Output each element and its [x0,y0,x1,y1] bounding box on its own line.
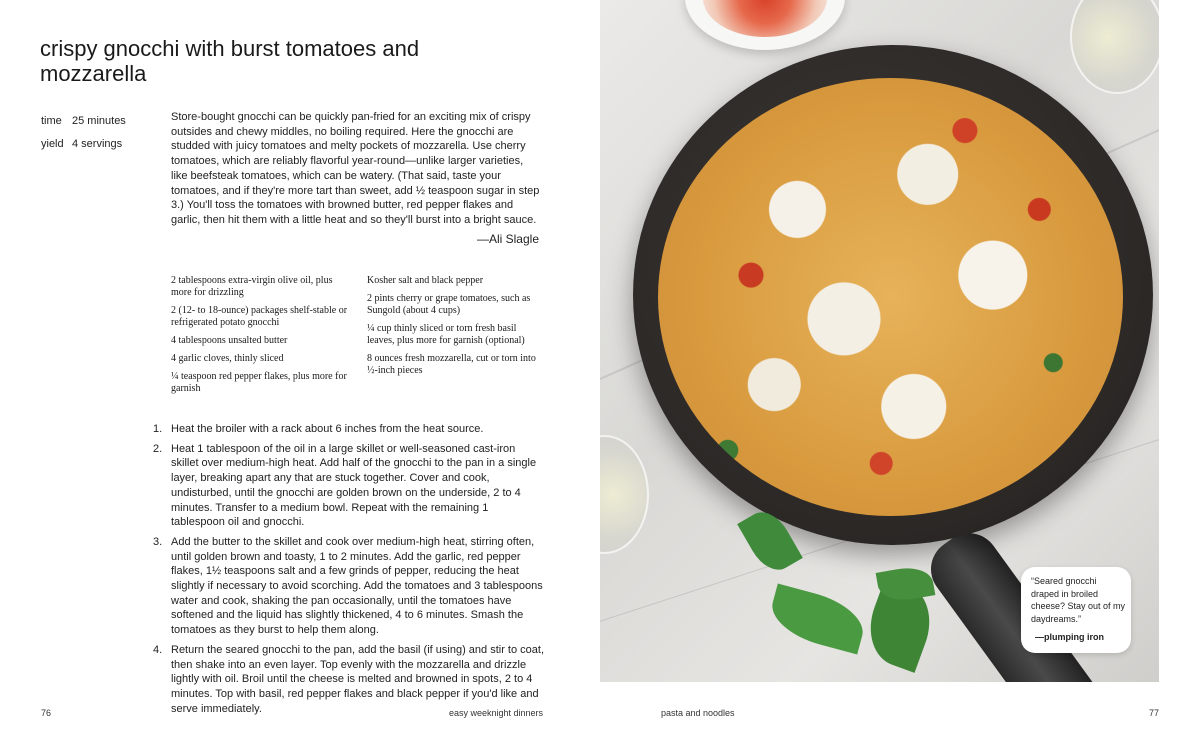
wine-glass [600,435,649,554]
instruction-step [153,442,545,530]
recipe-title: crispy gnocchi with burst tomatoes and mozzarella [40,36,420,86]
ingredient-item: 8 ounces fresh mozzarella, cut or torn into ½-inch pieces [367,353,536,376]
ingredient-item: 2 (12- to 18-ounce) packages shelf-stable or refrigerated potato gnocchi [171,305,348,328]
ingredients-column-right [367,275,541,401]
pull-quote [1021,567,1131,653]
ingredients-list [171,275,541,401]
step-number: 2. [153,442,163,455]
ingredient-item: ¼ teaspoon red pepper flakes, plus more for garnish [171,371,347,394]
ingredient-item: 4 garlic cloves, thinly sliced [171,353,284,364]
wine-glass [1070,0,1159,94]
yield-row [41,133,126,156]
instruction-step [153,422,545,437]
quote-text: “Seared gnocchi draped in broiled cheese? Stay out of my daydreams.” [1031,576,1126,624]
time-row [41,110,126,133]
instruction-step [153,535,545,638]
step-number: 4. [153,643,163,656]
time-label: time [41,115,62,127]
yield-label: yield [41,138,64,150]
recipe-meta [41,110,126,156]
step-text: Return the seared gnocchi to the pan, add the basil (if using) and stir to coat, then shake into an even layer. Top evenly with the mozzarella and drizzle lightly with oil. Broil until the cheese is melted and browned in spots, 2 to 4 minutes. Top with basil, red pepper flakes and black pepper if you'd like and serve immediately. [171,643,545,715]
author-byline: —Ali Slagle [476,232,539,246]
right-page-number: 77 [1149,708,1160,718]
gnocchi-dish [658,78,1123,516]
ingredients-column-left [171,275,351,401]
pepper-flakes-bowl [685,0,845,50]
instructions-list [153,422,545,721]
ingredient-item: 2 tablespoons extra-virgin olive oil, plus more for drizzling [171,275,333,298]
step-number: 3. [153,535,163,548]
step-number: 1. [153,423,163,435]
step-text: Heat 1 tablespoon of the oil in a large skillet or well-seasoned cast-iron skillet over medium-high heat. Add half of the gnocchi to the pan in a single layer, breaking apart any that are stuck together. Cover and cook, undisturbed, until the gnocchi are golden brown on the underside, 2 to 4 minutes. Transfer to a medium bowl. Repeat with the remaining 1 tablespoon oil and gnocchi. [171,442,537,529]
step-text: Heat the broiler with a rack about 6 inches from the heat source. [171,423,484,435]
basil-leaf [765,584,869,655]
ingredient-item: 4 tablespoons unsalted butter [171,335,288,346]
pepper-flakes [703,0,827,37]
step-text: Add the butter to the skillet and cook over medium-high heat, stirring often, until golden brown and toasty, 1 to 2 minutes. Add the garlic, red pepper flakes, 1½ teaspoons salt and a few grinds of pepper, reducing the heat slightly if necessary to avoid scorching. Add the tomatoes and 3 tablespoons water and cook, shaking the pan occasionally, until the tomatoes have softened and the liquid has slightly thickened, 4 to 6 minutes. Smash the tomatoes as they burst to help them along. [171,535,543,637]
left-page-number: 76 [41,708,52,718]
yield-value: 4 servings [72,138,123,150]
ingredient-item: 2 pints cherry or grape tomatoes, such as Sungold (about 4 cups) [367,293,531,316]
right-section-title: pasta and noodles [661,708,735,718]
time-value: 25 minutes [72,115,126,127]
instruction-step [153,643,545,717]
ingredient-item: ¼ cup thinly sliced or torn fresh basil leaves, plus more for garnish (optional) [367,323,525,346]
recipe-intro: Store-bought gnocchi can be quickly pan-fried for an exciting mix of crispy outsides and chewy middles, no boiling required. Here the gnocchi are studded with juicy tomatoes and melty pockets of mozzarella. Use cherry tomatoes, which are reliably flavorful year-round—unlike larger varieties, like beefsteak tomatoes, which can be watery. (That said, taste your tomatoes, and if they're more tart than sweet, add ½ teaspoon sugar in step 3.) You'll toss the tomatoes with browned butter, red pepper flakes and garlic, then hit them with a little heat and so they'll burst into a bright sauce. [171,111,540,226]
quote-attribution: —plumping iron [1035,632,1104,642]
left-section-title: easy weeknight dinners [449,708,544,718]
ingredient-item: Kosher salt and black pepper [367,275,484,286]
